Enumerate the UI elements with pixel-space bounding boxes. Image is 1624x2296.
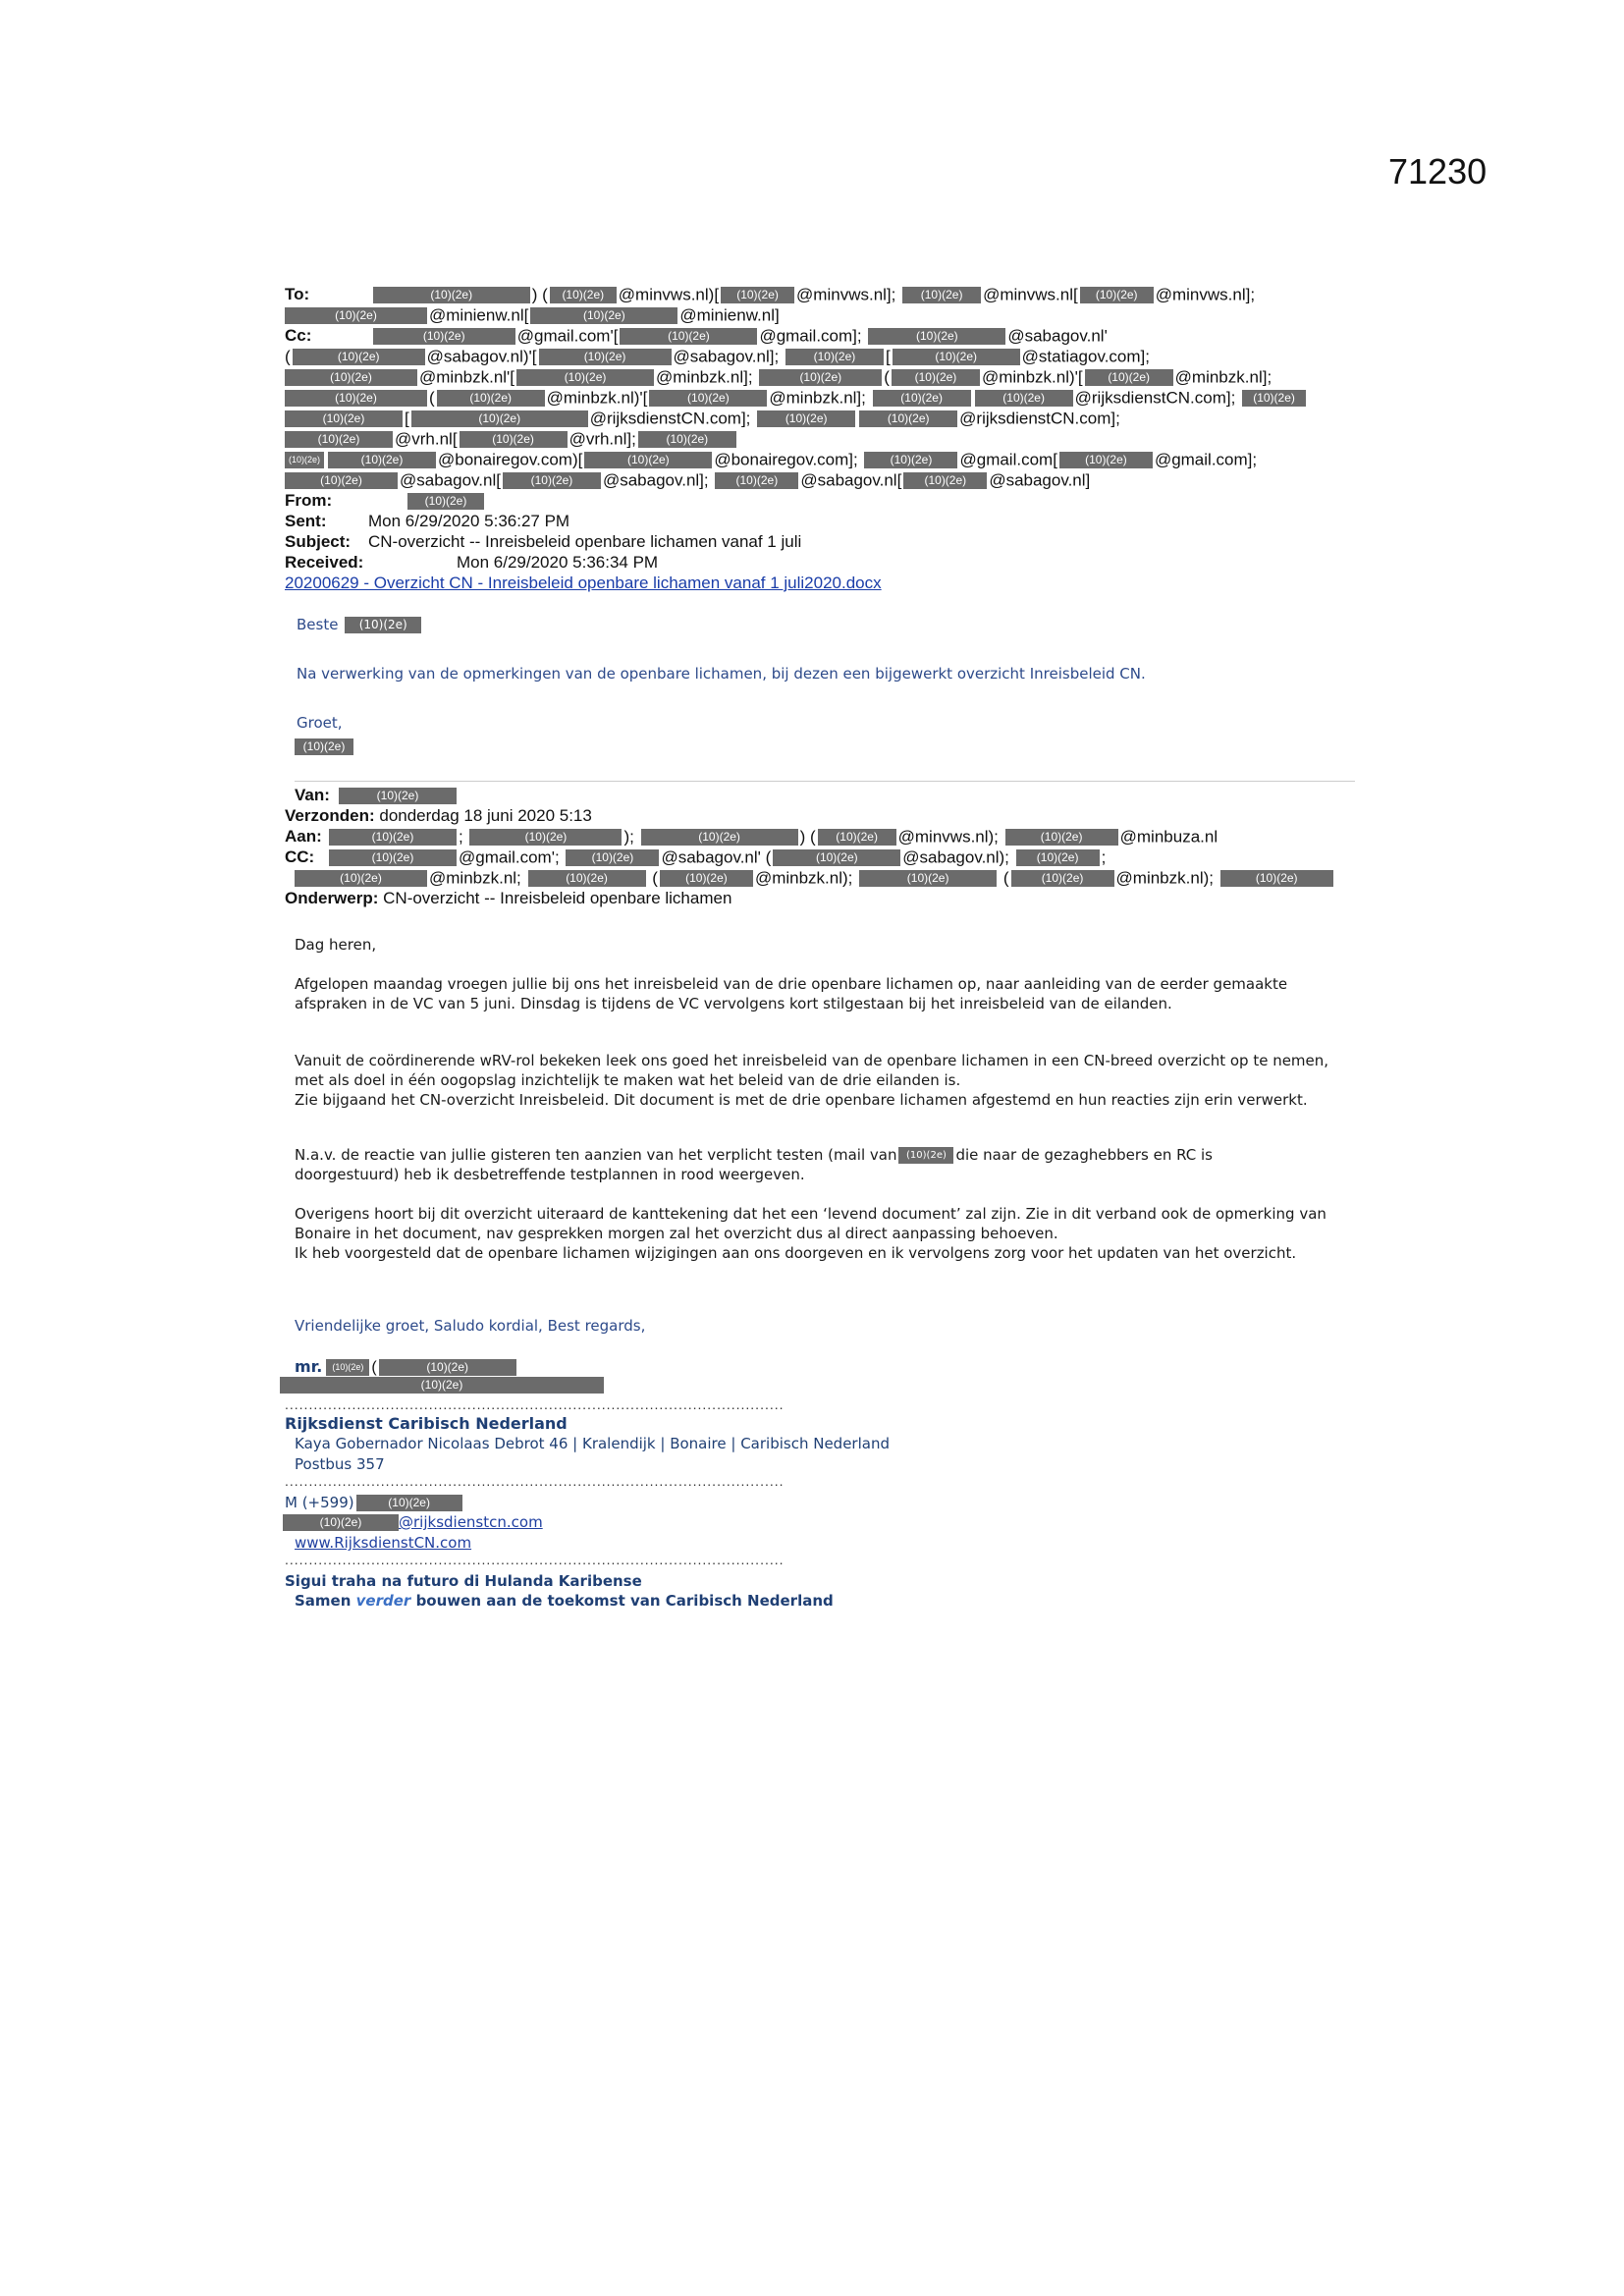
redaction: (10)(2e) xyxy=(715,472,798,489)
email-address: @minienw.nl[ xyxy=(429,305,529,325)
redaction: (10)(2e) xyxy=(528,870,646,887)
separator-line xyxy=(295,781,1355,782)
message-2-closing: Vriendelijke groet, Saludo kordial, Best regards, xyxy=(295,1317,646,1335)
redaction: (10)(2e) xyxy=(285,452,324,468)
redaction: (10)(2e) xyxy=(620,328,757,345)
from-line xyxy=(285,491,486,511)
email-address: @sabagov.nl' xyxy=(1007,326,1108,346)
redaction: (10)(2e) xyxy=(1059,452,1153,468)
email-address: @minbuza.nl xyxy=(1119,827,1218,847)
cc-line-8 xyxy=(285,470,1090,490)
redaction: (10)(2e) xyxy=(893,349,1020,365)
email-address: @minvws.nl)[ xyxy=(618,285,720,304)
email-address: @vrh.nl[ xyxy=(395,429,458,449)
redaction: (10)(2e) xyxy=(1220,870,1333,887)
redaction: (10)(2e) xyxy=(329,849,457,866)
cc2-label: CC: xyxy=(285,847,315,866)
redaction: (10)(2e) xyxy=(339,788,457,804)
redaction: (10)(2e) xyxy=(641,829,798,846)
dotted-divider: ........................................................................................................ xyxy=(285,1473,785,1489)
email-address: @sabagov.nl' ( xyxy=(661,847,772,867)
redaction: (10)(2e) xyxy=(285,410,403,427)
email-address: @statiagov.com]; xyxy=(1021,347,1150,366)
subject-line xyxy=(285,532,801,552)
website-link[interactable]: www.RijksdienstCN.com xyxy=(295,1534,472,1552)
redaction: (10)(2e) xyxy=(902,287,981,303)
email-address: @sabagov.nl]; xyxy=(673,347,780,366)
paragraph-text: die naar de gezaghebbers en RC is xyxy=(955,1146,1213,1164)
email-address: @bonairegov.com)[ xyxy=(438,450,583,469)
redaction: (10)(2e) xyxy=(379,1359,516,1376)
mobile-prefix: M (+599) xyxy=(285,1494,354,1511)
sent-label: Sent: xyxy=(285,512,327,530)
cc-label: Cc: xyxy=(285,326,312,345)
message-1-closing: Groet, xyxy=(297,714,343,732)
redaction: (10)(2e) xyxy=(1242,390,1306,407)
cc-line-5: (10)(2e) [ (10)(2e) @rijksdienstCN.com]; (10)(2e) (10)(2e) @rijksdienstCN.com]; xyxy=(285,409,1120,428)
message-1-body: Na verwerking van de opmerkingen van de openbare lichamen, bij dezen een bijgewerkt overzicht Inreisbeleid CN. xyxy=(297,665,1146,683)
redaction: (10)(2e) xyxy=(660,870,753,887)
redaction: (10)(2e) xyxy=(437,390,545,407)
redaction: (10)(2e) xyxy=(293,349,425,365)
email-address: @minbzk.nl]; xyxy=(1174,367,1272,387)
slogan-emphasis: verder xyxy=(355,1592,411,1610)
redaction: (10)(2e) xyxy=(503,472,601,489)
redaction: (10)(2e) xyxy=(329,829,457,846)
aan-label: Aan: xyxy=(285,827,322,846)
sender-redaction xyxy=(295,738,353,756)
email-address: @gmail.com]; xyxy=(1154,450,1258,469)
redaction: (10)(2e) xyxy=(285,390,427,407)
message-2-paragraph: Zie bijgaand het CN-overzicht Inreisbeleid. Dit document is met de drie openbare lichamen afgestemd en hun reacties zijn erin verwerkt. xyxy=(295,1091,1308,1109)
redaction: (10)(2e) xyxy=(345,617,421,633)
slogan-text: bouwen aan de toekomst van Caribisch Nederland xyxy=(415,1592,834,1610)
redaction: (10)(2e) xyxy=(868,328,1005,345)
redaction: (10)(2e) xyxy=(550,287,617,303)
redaction: (10)(2e) xyxy=(285,431,393,448)
email-address: @sabagov.nl); xyxy=(902,847,1009,867)
redaction: (10)(2e) xyxy=(1005,829,1118,846)
email-link[interactable]: @rijksdienstcn.com xyxy=(399,1513,543,1531)
email-address: @gmail.com'[ xyxy=(516,326,619,346)
cc-line-2: ( (10)(2e) @sabagov.nl)'[ (10)(2e) @sabagov.nl]; (10)(2e) [ (10)(2e) @statiagov.com]; xyxy=(285,347,1150,366)
redaction: (10)(2e) xyxy=(530,307,677,324)
van-label: Van: xyxy=(295,786,330,804)
signature-slogan-1: Sigui traha na futuro di Hulanda Karibense xyxy=(285,1572,642,1590)
email-address: @minbzk.nl; xyxy=(429,868,521,888)
to-label: To: xyxy=(285,285,310,303)
cc-line-1 xyxy=(285,326,1108,346)
email-address: @minvws.nl]; xyxy=(1155,285,1256,304)
redaction: (10)(2e) xyxy=(759,369,882,386)
redaction: (10)(2e) xyxy=(373,328,515,345)
redaction: (10)(2e) xyxy=(975,390,1073,407)
sent-line xyxy=(285,512,569,531)
signature-function xyxy=(280,1377,604,1394)
signature-postbus: Postbus 357 xyxy=(295,1455,385,1473)
cc-line-6 xyxy=(285,429,738,449)
onderwerp-value: CN-overzicht -- Inreisbeleid openbare lichamen xyxy=(383,889,732,907)
signature-email xyxy=(283,1513,543,1532)
van-line xyxy=(295,786,459,805)
signature-organization: Rijksdienst Caribisch Nederland xyxy=(285,1414,568,1433)
subject-label: Subject: xyxy=(285,532,352,551)
redaction: (10)(2e) xyxy=(407,493,484,510)
sent-value: Mon 6/29/2020 5:36:27 PM xyxy=(368,512,570,530)
email-address: @sabagov.nl[ xyxy=(400,470,501,490)
signature-title: mr. xyxy=(295,1357,323,1376)
redaction: (10)(2e) xyxy=(859,410,957,427)
redaction: (10)(2e) xyxy=(285,472,398,489)
greeting-1 xyxy=(297,615,423,635)
cc-line-3: (10)(2e) @minbzk.nl'[ (10)(2e) @minbzk.nl]; (10)(2e) ( (10)(2e) @minbzk.nl)'[ (10)(2e) @minbzk.nl]; xyxy=(285,367,1272,387)
signature-address: Kaya Gobernador Nicolaas Debrot 46 | Kralendijk | Bonaire | Caribisch Nederland xyxy=(295,1435,890,1452)
onderwerp-line xyxy=(285,889,731,908)
email-address: @minbzk.nl); xyxy=(1115,868,1214,888)
email-address: @rijksdienstCN.com]; xyxy=(1074,388,1236,408)
redaction: (10)(2e) xyxy=(785,349,884,365)
received-value: Mon 6/29/2020 5:36:34 PM xyxy=(457,553,659,572)
redaction: (10)(2e) xyxy=(283,1514,399,1531)
email-address: @minvws.nl[ xyxy=(983,285,1078,304)
email-address: @minbzk.nl'[ xyxy=(419,367,515,387)
message-2-greeting: Dag heren, xyxy=(295,936,377,954)
email-address: @sabagov.nl]; xyxy=(602,470,709,490)
attachment-line xyxy=(285,574,882,593)
email-address: @rijksdienstCN.com]; xyxy=(589,409,751,428)
signature-name: mr. (10)(2e) ( (10)(2e) xyxy=(295,1357,518,1377)
email-address: @minbzk.nl]; xyxy=(656,367,753,387)
message-2-paragraph: Overigens hoort bij dit overzicht uiteraard de kanttekening dat het een ‘levend document’ zal zijn. Zie in dit verband ook de opmerking van Bonaire in het document, nav gesprekken morgen zal het overzicht dus al direct aanpassing behoeven. xyxy=(295,1205,1326,1242)
email-address: @gmail.com'; xyxy=(459,847,560,867)
redaction: (10)(2e) xyxy=(864,452,957,468)
email-address: @minbzk.nl)'[ xyxy=(981,367,1083,387)
redaction: (10)(2e) xyxy=(1080,287,1154,303)
redaction: (10)(2e) xyxy=(285,307,427,324)
address-separator: ; xyxy=(459,827,463,847)
redaction: (10)(2e) xyxy=(818,829,896,846)
address-separator: ; xyxy=(1101,847,1107,867)
redaction: (10)(2e) xyxy=(649,390,767,407)
redaction: (10)(2e) xyxy=(873,390,971,407)
email-address: @minbzk.nl)'[ xyxy=(546,388,648,408)
email-address: @sabagov.nl)'[ xyxy=(426,347,537,366)
from-label: From: xyxy=(285,491,333,510)
email-address: @gmail.com]; xyxy=(759,326,862,346)
cc-line-4: (10)(2e) ( (10)(2e) @minbzk.nl)'[ (10)(2e) @minbzk.nl]; (10)(2e) (10)(2e) @rijksdienstCN.com]; (10)(2e) xyxy=(285,388,1308,408)
redaction: (10)(2e) xyxy=(1011,870,1114,887)
message-2-paragraph: Afgelopen maandag vroegen jullie bij ons het inreisbeleid van de drie openbare lichamen op, naar aanleiding van de eerder gemaakte afspraken in de VC van 5 juni. Dinsdag is tijdens de VC vervolgens kort stilgestaan bij het inreisbeleid van de eilanden. xyxy=(295,975,1288,1012)
redaction: (10)(2e) xyxy=(1085,369,1173,386)
redaction: (10)(2e) xyxy=(721,287,794,303)
to-line-2 xyxy=(285,305,780,325)
redaction: (10)(2e) xyxy=(773,849,900,866)
aan-line: Aan: (10)(2e) ; (10)(2e) ); (10)(2e) ) ( (10)(2e) @minvws.nl); (10)(2e) @minbuza.nl xyxy=(285,827,1218,847)
redaction: (10)(2e) xyxy=(373,287,530,303)
message-2-paragraph xyxy=(295,1145,1355,1184)
redaction: (10)(2e) xyxy=(757,410,855,427)
redaction: (10)(2e) xyxy=(295,870,427,887)
greeting-text: Beste xyxy=(297,616,339,633)
verzonden-line xyxy=(285,806,592,826)
redaction: (10)(2e) xyxy=(411,410,588,427)
redaction: (10)(2e) xyxy=(326,1359,369,1376)
email-address: @minienw.nl] xyxy=(679,305,780,325)
email-address: @minvws.nl]; xyxy=(796,285,896,304)
attachment-link[interactable]: 20200629 - Overzicht CN - Inreisbeleid openbare lichamen vanaf 1 juli2020.docx xyxy=(285,574,882,592)
email-address: @minbzk.nl); xyxy=(754,868,853,888)
email-address: @vrh.nl]; xyxy=(568,429,636,449)
cc2-line-2: (10)(2e) @minbzk.nl; (10)(2e) ( (10)(2e) @minbzk.nl); (10)(2e) ( (10)(2e) @minbzk.nl); (10)(2e) xyxy=(285,868,1335,888)
redaction: (10)(2e) xyxy=(638,431,736,448)
onderwerp-label: Onderwerp: xyxy=(285,889,379,907)
email-address: @minbzk.nl]; xyxy=(769,388,866,408)
address-separator: ); xyxy=(623,827,634,847)
message-2-paragraph: Ik heb voorgesteld dat de openbare lichamen wijzigingen aan ons doorgeven en ik vervolgens zorg voor het updaten van het overzicht. xyxy=(295,1244,1297,1262)
email-address: @minvws.nl); xyxy=(897,827,999,847)
verzonden-value: donderdag 18 juni 2020 5:13 xyxy=(379,806,592,825)
received-line xyxy=(285,553,658,573)
email-address: @sabagov.nl] xyxy=(989,470,1091,490)
received-label: Received: xyxy=(285,553,364,572)
redaction: (10)(2e) xyxy=(892,369,980,386)
redaction: (10)(2e) xyxy=(295,738,353,755)
paragraph-text: N.a.v. de reactie van jullie gisteren ten aanzien van het verplicht testen (mail van xyxy=(295,1146,897,1164)
slogan-text: Samen xyxy=(295,1592,352,1610)
email-address: @bonairegov.com]; xyxy=(714,450,858,469)
redaction: (10)(2e) xyxy=(280,1377,604,1394)
paragraph-text: doorgestuurd) heb ik desbetreffende testplannen in rood weergeven. xyxy=(295,1166,805,1183)
subject-value: CN-overzicht -- Inreisbeleid openbare lichamen vanaf 1 juli xyxy=(368,532,802,551)
email-address: @sabagov.nl[ xyxy=(800,470,902,490)
signature-mobile xyxy=(285,1494,464,1512)
verzonden-label: Verzonden: xyxy=(285,806,375,825)
page-number: 71230 xyxy=(1388,151,1488,191)
redaction: (10)(2e) xyxy=(903,472,987,489)
redaction: (10)(2e) xyxy=(460,431,568,448)
redaction: (10)(2e) xyxy=(1016,849,1100,866)
dotted-divider: ........................................................................................................ xyxy=(285,1552,785,1567)
redaction: (10)(2e) xyxy=(285,369,417,386)
email-address: @gmail.com[ xyxy=(959,450,1057,469)
cc-line-7 xyxy=(285,450,1257,469)
message-2-paragraph: Vanuit de coördinerende wRV-rol bekeken leek ons goed het inreisbeleid van de openbare lichamen in een CN-breed overzicht op te nemen, met als doel in één oogopslag inzichtelijk te maken wat het beleid van de drie eilanden is. xyxy=(295,1052,1329,1089)
redaction: (10)(2e) xyxy=(328,452,436,468)
redaction: (10)(2e) xyxy=(539,349,672,365)
signature-slogan-2 xyxy=(295,1592,834,1610)
redaction: (10)(2e) xyxy=(566,849,659,866)
redaction: (10)(2e) xyxy=(516,369,654,386)
cc2-line-1 xyxy=(285,847,1106,867)
to-line-1: To: (10)(2e) ) ( (10)(2e) @minvws.nl)[ (10)(2e) @minvws.nl]; (10)(2e) @minvws.nl[ (10)(2e) @minvws.nl]; xyxy=(285,285,1256,304)
redaction: (10)(2e) xyxy=(584,452,712,468)
email-address: @rijksdienstCN.com]; xyxy=(959,409,1120,428)
redaction: (10)(2e) xyxy=(859,870,997,887)
dotted-divider: ........................................................................................................ xyxy=(285,1396,785,1412)
redaction: (10)(2e) xyxy=(356,1495,462,1511)
redaction: (10)(2e) xyxy=(469,829,622,846)
redaction: (10)(2e) xyxy=(898,1147,953,1164)
